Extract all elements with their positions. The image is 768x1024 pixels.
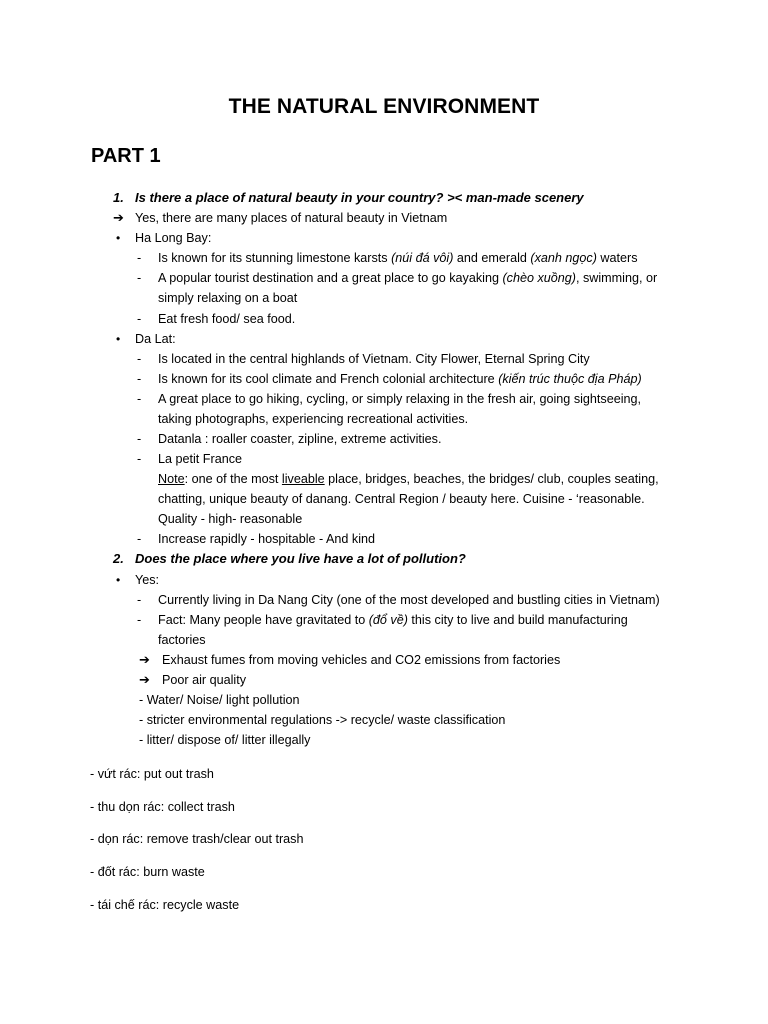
litter-line: - litter/ dispose of/ litter illegally xyxy=(139,733,311,747)
question-2-number: 2. xyxy=(113,551,124,566)
dash-marker: - xyxy=(137,392,142,406)
halong-line-2-cont: simply relaxing on a boat xyxy=(158,291,298,305)
section-heading: PART 1 xyxy=(91,145,161,167)
vocab-item: - tái chế rác: recycle waste xyxy=(90,898,240,912)
vocab-item: - vứt rác: put out trash xyxy=(90,767,214,781)
arrow-icon: ➔ xyxy=(139,652,150,667)
dalat-line-6: Increase rapidly - hospitable - And kind xyxy=(158,532,376,546)
dalat-line-3-cont: taking photographs, experiencing recreational activities. xyxy=(158,412,469,426)
yes-line-1: Currently living in Da Nang City (one of the most developed and bustling cities in Vietnam) xyxy=(158,593,660,607)
bullet-icon: • xyxy=(116,573,121,587)
bullet-icon: • xyxy=(116,231,121,245)
dalat-line-2: Is known for its cool climate and French colonial architecture (kiến trúc thuộc địa Pháp) xyxy=(158,372,642,386)
dash-marker: - xyxy=(137,452,142,466)
vocab-item: - thu dọn rác: collect trash xyxy=(90,800,235,814)
dash-marker: - xyxy=(137,312,142,326)
dalat-heading: Da Lat: xyxy=(135,332,176,346)
yes-line-2-cont: factories xyxy=(158,633,206,647)
dash-marker: - xyxy=(137,372,142,386)
question-2-text: Does the place where you live have a lot of pollution? xyxy=(135,551,466,566)
dash-marker: - xyxy=(137,613,142,627)
bullet-icon: • xyxy=(116,332,121,346)
halong-heading: Ha Long Bay: xyxy=(135,231,212,245)
yes-heading: Yes: xyxy=(135,573,160,587)
question-1-text: Is there a place of natural beauty in your country? >< man-made scenery xyxy=(135,190,584,205)
dalat-line-3: A great place to go hiking, cycling, or simply relaxing in the fresh air, going sightseeing, xyxy=(158,392,642,406)
dalat-line-1: Is located in the central highlands of Vietnam. City Flower, Eternal Spring City xyxy=(158,352,590,366)
result-line-1: Exhaust fumes from moving vehicles and CO2 emissions from factories xyxy=(162,653,561,667)
dash-marker: - xyxy=(137,532,142,546)
page-title: THE NATURAL ENVIRONMENT xyxy=(228,95,540,118)
yes-line-2: Fact: Many people have gravitated to (đổ về) this city to live and build manufacturing xyxy=(158,613,628,627)
pollution-types: - Water/ Noise/ light pollution xyxy=(139,693,300,707)
halong-line-2: A popular tourist destination and a great place to go kayaking (chèo xuồng), swimming, or xyxy=(158,271,658,285)
answer-1: Yes, there are many places of natural beauty in Vietnam xyxy=(135,211,448,225)
vocab-item: - dọn rác: remove trash/clear out trash xyxy=(90,832,304,846)
arrow-icon: ➔ xyxy=(113,210,124,225)
dash-marker: - xyxy=(137,593,142,607)
note-line-2: chatting, unique beauty of danang. Central Region / beauty here. Cuisine - ‘reasonable. xyxy=(158,492,645,506)
dash-marker: - xyxy=(137,251,142,265)
halong-line-3: Eat fresh food/ sea food. xyxy=(158,312,296,326)
dalat-line-4: Datanla : roaller coaster, zipline, extreme activities. xyxy=(158,432,442,446)
result-line-2: Poor air quality xyxy=(162,673,246,687)
dash-marker: - xyxy=(137,352,142,366)
note-line-1: Note: one of the most liveable place, bridges, beaches, the bridges/ club, couples seating, xyxy=(158,472,659,486)
question-1-number: 1. xyxy=(113,190,124,205)
vocab-item: - đốt rác: burn waste xyxy=(90,865,205,879)
halong-line-1: Is known for its stunning limestone karsts (núi đá vôi) and emerald (xanh ngọc) waters xyxy=(158,251,638,265)
arrow-icon: ➔ xyxy=(139,672,150,687)
dalat-line-5: La petit France xyxy=(158,452,243,466)
dash-marker: - xyxy=(137,432,142,446)
regulations-line: - stricter environmental regulations -> recycle/ waste classification xyxy=(139,713,506,727)
note-line-3: Quality - high- reasonable xyxy=(158,512,303,526)
dash-marker: - xyxy=(137,271,142,285)
